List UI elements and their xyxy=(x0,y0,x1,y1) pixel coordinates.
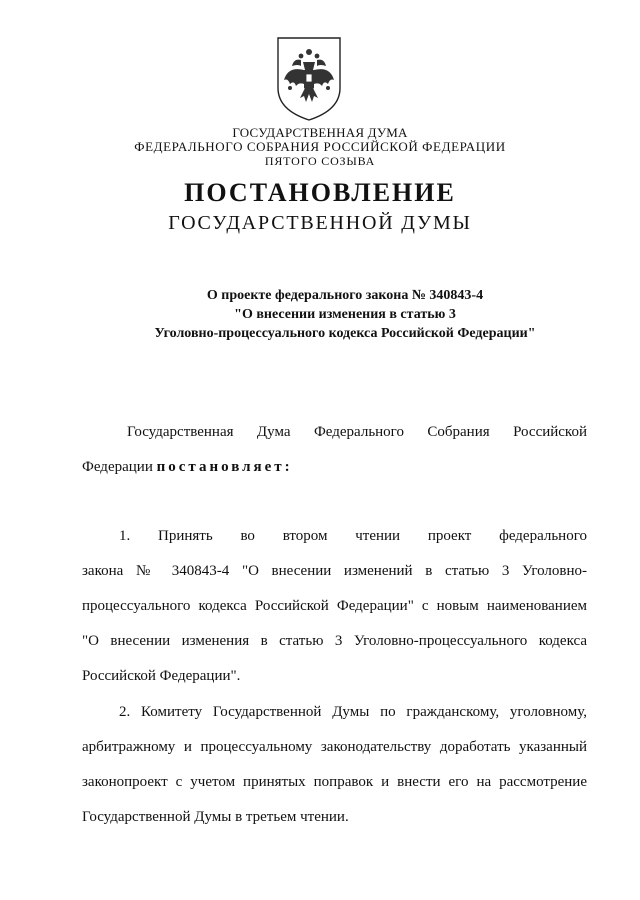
preamble-line-1: Государственная Дума Федерального Собрания Российской xyxy=(127,424,587,440)
preamble-prefix: Федерации xyxy=(82,459,157,475)
point-1-line-2: закона № 340843-4 "О внесении изменений в статью 3 Уголовно- xyxy=(82,563,587,579)
header-line-2: ФЕДЕРАЛЬНОГО СОБРАНИЯ РОССИЙСКОЙ ФЕДЕРАЦИИ xyxy=(134,139,506,154)
point-1-line-1: 1. Принять во втором чтении проект федерального xyxy=(119,528,587,544)
subject-line-1: О проекте федерального закона № 340843-4 xyxy=(206,288,484,303)
header-line-1: ГОСУДАРСТВЕННАЯ ДУМА xyxy=(232,125,408,140)
point-2-line-3: законопроект с учетом принятых поправок и внести его на рассмотрение xyxy=(82,774,587,790)
point-1-line-4: "О внесении изменения в статью 3 Уголовно-процессуального кодекса xyxy=(82,633,587,649)
document-subject xyxy=(130,286,560,343)
point-1-paragraph xyxy=(82,528,587,688)
subject-line-2: "О внесении изменения в статью 3 xyxy=(234,307,456,322)
document-subtitle: ГОСУДАРСТВЕННОЙ ДУМЫ xyxy=(168,212,472,234)
point-2-line-2: арбитражному и процессуальному законодательству доработать указанный xyxy=(82,739,587,755)
point-1-line-5: Российской Федерации". xyxy=(82,668,241,684)
point-2-line-4: Государственной Думы в третьем чтении. xyxy=(82,809,349,825)
point-1-line-3: процессуального кодекса Российской Федерации" с новым наименованием xyxy=(82,598,587,614)
preamble-paragraph xyxy=(82,424,587,479)
point-2-line-1: 2. Комитету Государственной Думы по гражданскому, уголовному, xyxy=(119,704,587,720)
coat-of-arms-emblem xyxy=(274,36,344,122)
header-line-3: ПЯТОГО СОЗЫВА xyxy=(264,154,376,168)
decree-word: постановляет: xyxy=(156,459,293,475)
subject-line-3: Уголовно-процессуального кодекса Российской Федерации" xyxy=(154,326,536,341)
preamble-line-2 xyxy=(82,459,587,479)
document-title: ПОСТАНОВЛЕНИЕ xyxy=(184,178,456,207)
point-2-paragraph xyxy=(82,704,587,829)
